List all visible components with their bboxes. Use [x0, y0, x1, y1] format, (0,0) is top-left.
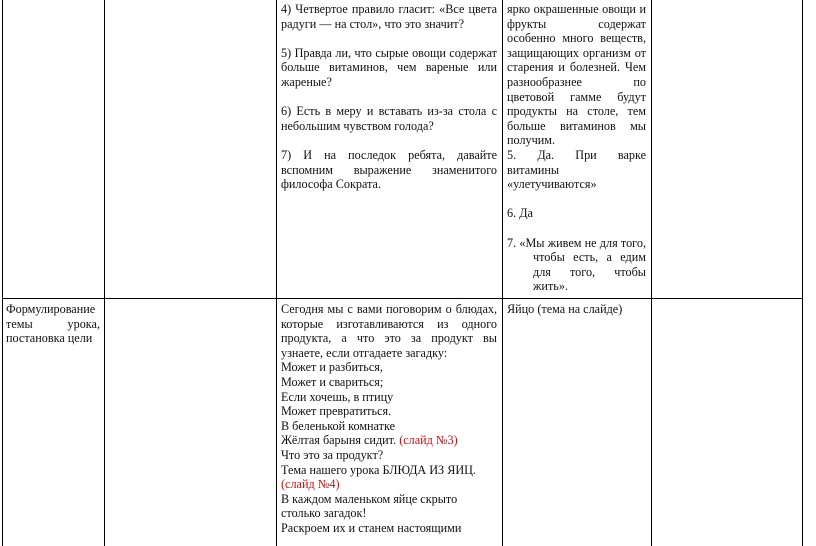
riddle-line: Может и разбиться,: [281, 360, 383, 375]
answer-5: 5. Да. При варке витамины «улетучиваются»: [507, 147, 646, 192]
table-border-left: [2, 0, 3, 546]
question-6: 6) Есть в меру и вставать из-за стола с небольшим чувством голода?: [281, 104, 497, 133]
riddle-last-text: Жёлтая барыня сидит.: [281, 433, 397, 448]
closing-line: В каждом маленьком яйце скрыто: [281, 491, 458, 506]
table-divider-2: [276, 0, 277, 546]
question-line: Что это за продукт?: [281, 447, 384, 462]
table-border-right: [802, 0, 803, 546]
table-divider-1: [104, 0, 105, 546]
riddle-line: В беленькой комнатке: [281, 418, 396, 433]
riddle-last-line: [281, 433, 497, 448]
slide-4-reference: (слайд №4): [281, 477, 340, 492]
question-4: 4) Четвертое правило гласит: «Все цвета радуги — на стол», что это значит?: [281, 2, 497, 31]
closing-line: Раскроем их и станем настоящими: [281, 520, 462, 535]
answer-7: 7. «Мы живем не для того, чтобы есть, а едим для того, чтобы жить».: [507, 235, 646, 294]
riddle-line: Если хочешь, в птицу: [281, 389, 394, 404]
slide-3-reference: (слайд №3): [399, 433, 458, 448]
intro-text: Сегодня мы с вами поговорим о блюдах, которые изготавливаются из одного продукта, а что это за продукт вы узнаете, если отгадаете загадку:: [281, 302, 497, 360]
stage-title: Формулирование темы урока, постановка цели: [6, 302, 100, 346]
riddle-line: Может и свариться;: [281, 374, 384, 389]
table-divider-4: [651, 0, 652, 546]
answer-egg: Яйцо (тема на слайде): [507, 302, 623, 316]
closing-line: столько загадок!: [281, 506, 367, 521]
student-answer-cell: [507, 302, 646, 317]
answer-6: 6. Да: [507, 206, 533, 221]
question-5: 5) Правда ли, что сырые овощи содержат больше витаминов, чем вареные или жареные?: [281, 45, 497, 89]
lesson-topic: Тема нашего урока БЛЮДА ИЗ ЯИЦ.: [281, 462, 476, 477]
answer-4: ярко окрашенные овощи и фрукты содержат особенно много веществ, защищающих организм от старения и болезней. Чем разнообразнее по цветовой гамме будут продукты на столе, тем больше витаминов мы получим.: [507, 2, 646, 148]
table-divider-3: [502, 0, 503, 546]
questions-cell: [281, 2, 497, 192]
stage-cell: [6, 302, 100, 346]
teacher-activity-cell: [281, 302, 497, 536]
row-separator: [2, 298, 803, 299]
riddle-line: Может превратиться.: [281, 404, 392, 419]
answers-cell: [507, 2, 646, 294]
question-7: 7) И на последок ребята, давайте вспомним выражение знаменитого философа Сократа.: [281, 147, 497, 192]
